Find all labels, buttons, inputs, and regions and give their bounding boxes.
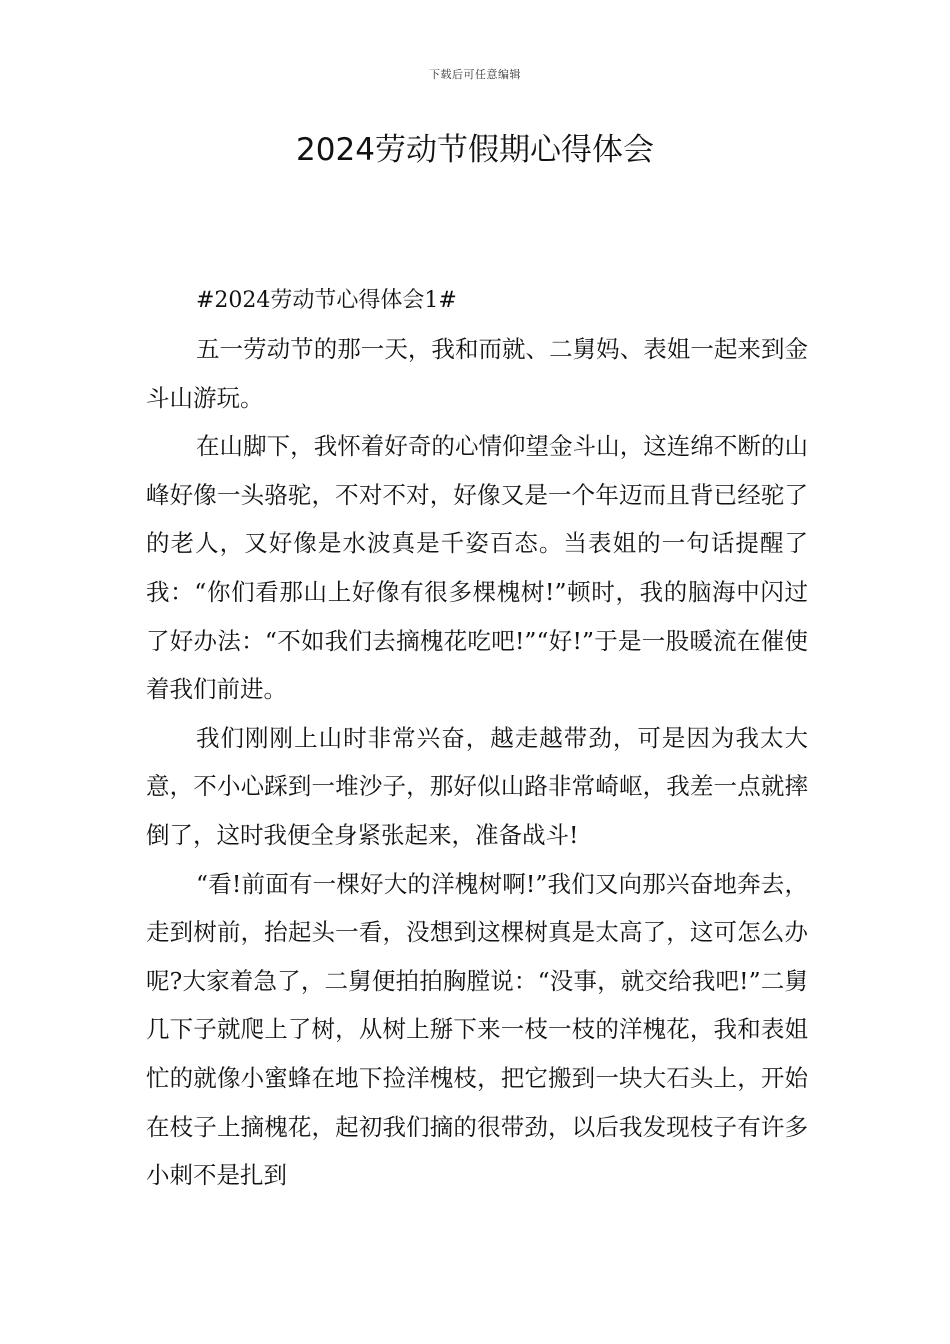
section-heading: #2024劳动节心得体会1# <box>196 288 457 313</box>
paragraph: 在山脚下，我怀着好奇的心情仰望金斗山，这连绵不断的山峰好像一头骆驼，不对不对，好像又是一个年迈而且背已经驼了的老人，又好像是水波真是千姿百态。当表姐的一句话提醒了我：“你们看那山上好像有很多棵槐树!”顿时，我的脑海中闪过了好办法：“不如我们去摘槐花吃吧!”“好!”于是一股暖流在催使着我们前进。 <box>146 432 808 704</box>
paragraph: 我们刚刚上山时非常兴奋，越走越带劲，可是因为我太大意，不小心踩到一堆沙子，那好似山路非常崎岖，我差一点就摔倒了，这时我便全身紧张起来，准备战斗! <box>146 723 808 849</box>
document-body <box>146 277 808 1200</box>
paragraph: 五一劳动节的那一天，我和而就、二舅妈、表姐一起来到金斗山游玩。 <box>146 335 808 412</box>
header-note: 下载后可任意编辑 <box>429 68 521 81</box>
paragraph: “看!前面有一棵好大的洋槐树啊!”我们又向那兴奋地奔去，走到树前，抬起头一看，没想到这棵树真是太高了，这可怎么办呢?大家着急了，二舅便拍拍胸膛说：“没事，就交给我吧!”二舅几下子就爬上了树，从树上掰下来一枝一枝的洋槐花，我和表姐忙的就像小蜜蜂在地下捡洋槐枝，把它搬到一块大石头上，开始在枝子上摘槐花，起初我们摘的很带劲，以后我发现枝子有许多小刺不是扎到 <box>146 869 808 1190</box>
document-title: 2024劳动节假期心得体会 <box>296 132 654 168</box>
